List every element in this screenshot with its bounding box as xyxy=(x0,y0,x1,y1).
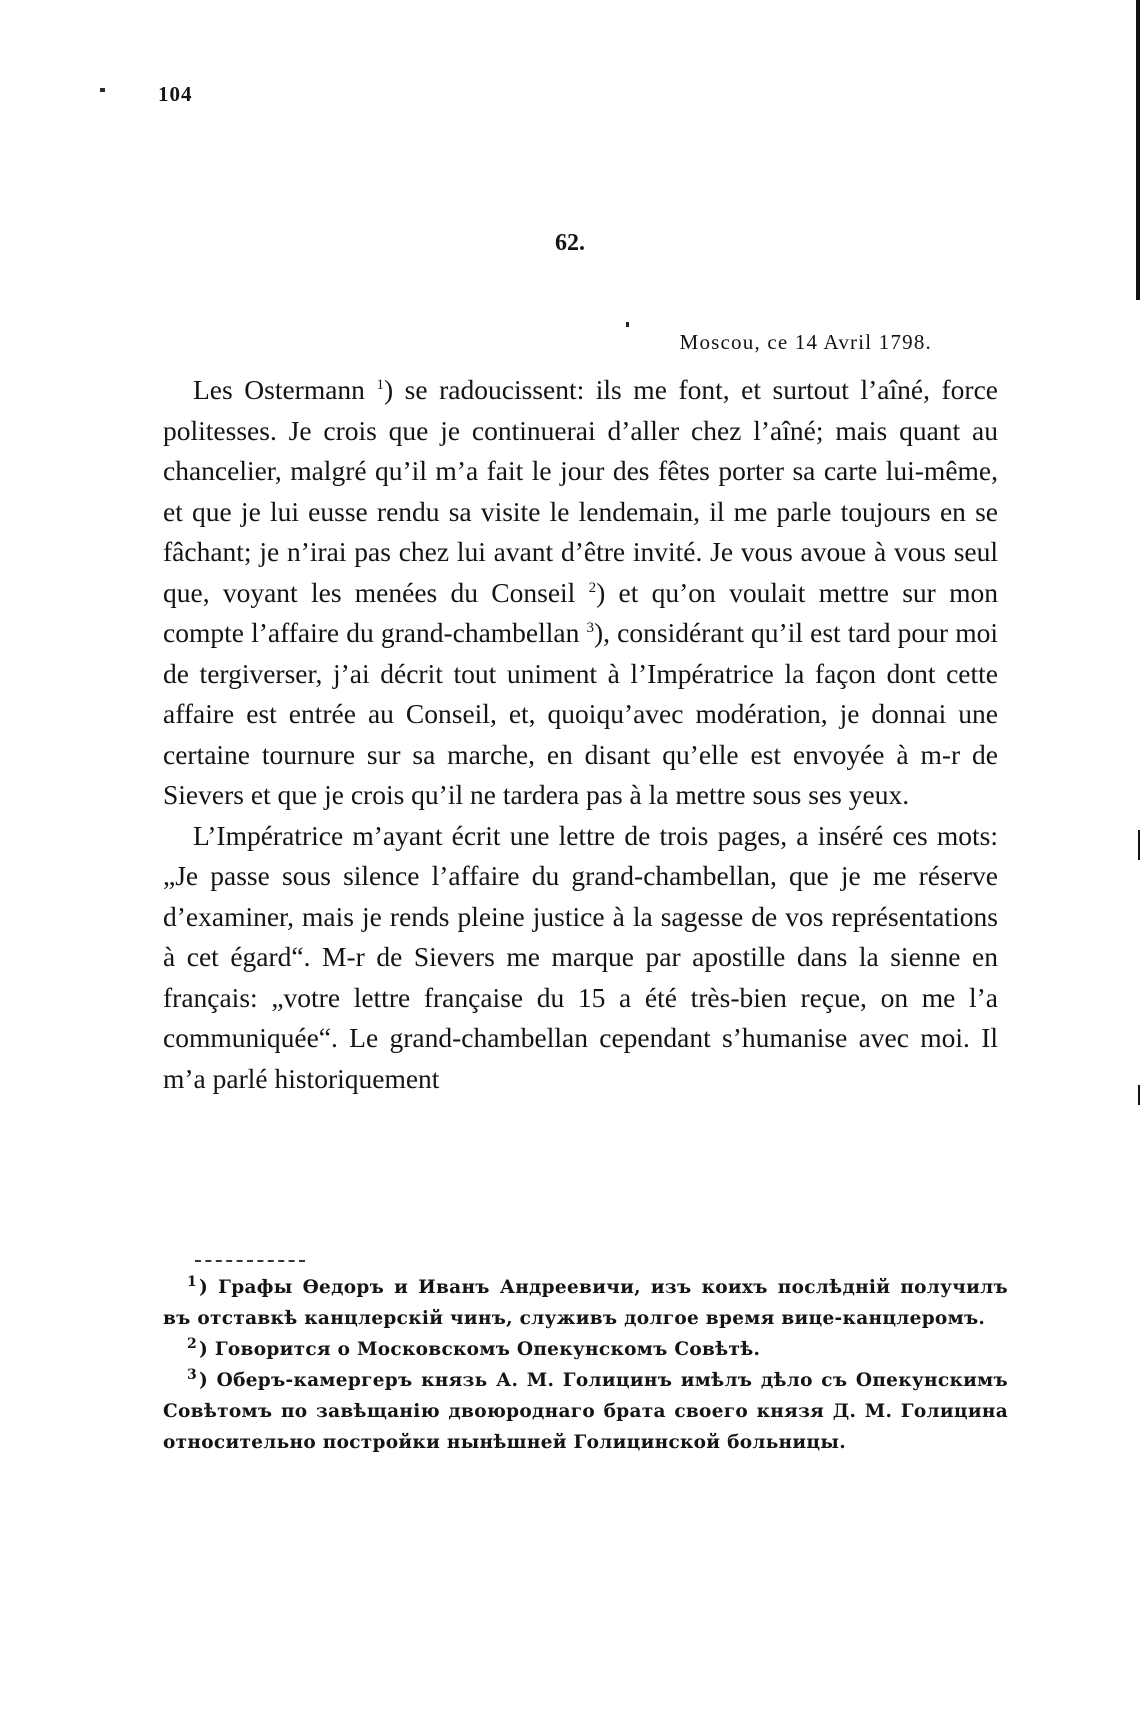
footnote xyxy=(163,1334,1008,1365)
footnote-separator xyxy=(195,1260,305,1262)
stray-mark xyxy=(100,88,105,92)
footnote-ref: 2 xyxy=(588,579,597,596)
footnote-ref: 3 xyxy=(586,619,594,636)
footnote-mark: 2 xyxy=(187,1335,198,1352)
stray-mark xyxy=(626,322,629,327)
footnote-ref: 1 xyxy=(376,376,384,393)
paragraph: L’Impératrice m’ayant écrit une lettre de trois pages, a inséré ces mots: „Je passe sous silence l’affaire du grand-chambellan, que je me réserve d’examiner, mais je rends pleine justice à la sagesse de vos représentations à cet égard“. M-r de Sievers me marque par apostille dans la sienne en français: „votre lettre française du 15 a été très-bien reçue, on me l’a communiquée“. Le grand-chambellan cependant s’humanise avec moi. Il m’a parlé historiquement xyxy=(163,819,998,1094)
footnote xyxy=(163,1272,1008,1334)
footnotes xyxy=(163,1272,1008,1458)
page-number: 104 xyxy=(158,82,193,106)
footnote-text: ) Оберъ-камергеръ князь А. М. Голицинъ имѣлъ дѣло съ Опекунскимъ Совѣтомъ по завѣщанію двоюроднаго брата своего князя Д. М. Голицина относительно постройки нынѣшней Голицинской больницы. xyxy=(163,1370,1008,1453)
footnote-mark: 3 xyxy=(187,1366,198,1383)
footnote-text: ) Говорится о Московскомъ Опекунскомъ Совѣтѣ. xyxy=(199,1339,761,1360)
paragraph-text: ) et qu’on voulait mettre sur mon compte l’affaire du grand-chambellan xyxy=(163,576,998,648)
footnote-mark: 1 xyxy=(187,1273,198,1290)
footnote-text: ) Графы Өедоръ и Иванъ Андреевичи, изъ коихъ послѣдній получилъ въ отставкѣ канцлерскій чинъ, служивъ долгое время вице-канцлеромъ. xyxy=(163,1277,1008,1329)
dateline: Moscou, ce 14 Avril 1798. xyxy=(679,330,932,354)
paragraph xyxy=(163,370,998,816)
paragraph-text: Les Ostermann xyxy=(193,374,377,405)
paragraph-text: ), considérant qu’il est tard pour moi de tergiverser, j’ai décrit tout uniment à l’Impératrice la façon dont cette affaire est entrée au Conseil, et, quoiqu’avec modération, je donnai une certaine tournure sur sa marche, en disant qu’elle est envoyée à m-r de Sievers et que je crois qu’il ne tardera pas à la mettre sous ses yeux. xyxy=(163,617,998,810)
paragraph-text: ) se radoucissent: ils me font, et surtout l’aîné, force politesses. Je crois que je continuerai d’aller chez l’aîné; mais quant au chancelier, malgré qu’il m’a fait le jour des fêtes porter sa carte lui-même, et que je lui eusse rendu sa visite le lendemain, il me parle toujours en se fâchant; je n’irai pas chez lui avant d’être invité. Je vous avoue à vous seul que, voyant les menées du Conseil xyxy=(163,374,998,608)
letter-number: 62. xyxy=(555,230,585,256)
letter-body xyxy=(163,370,998,1099)
footnote xyxy=(163,1365,1008,1458)
